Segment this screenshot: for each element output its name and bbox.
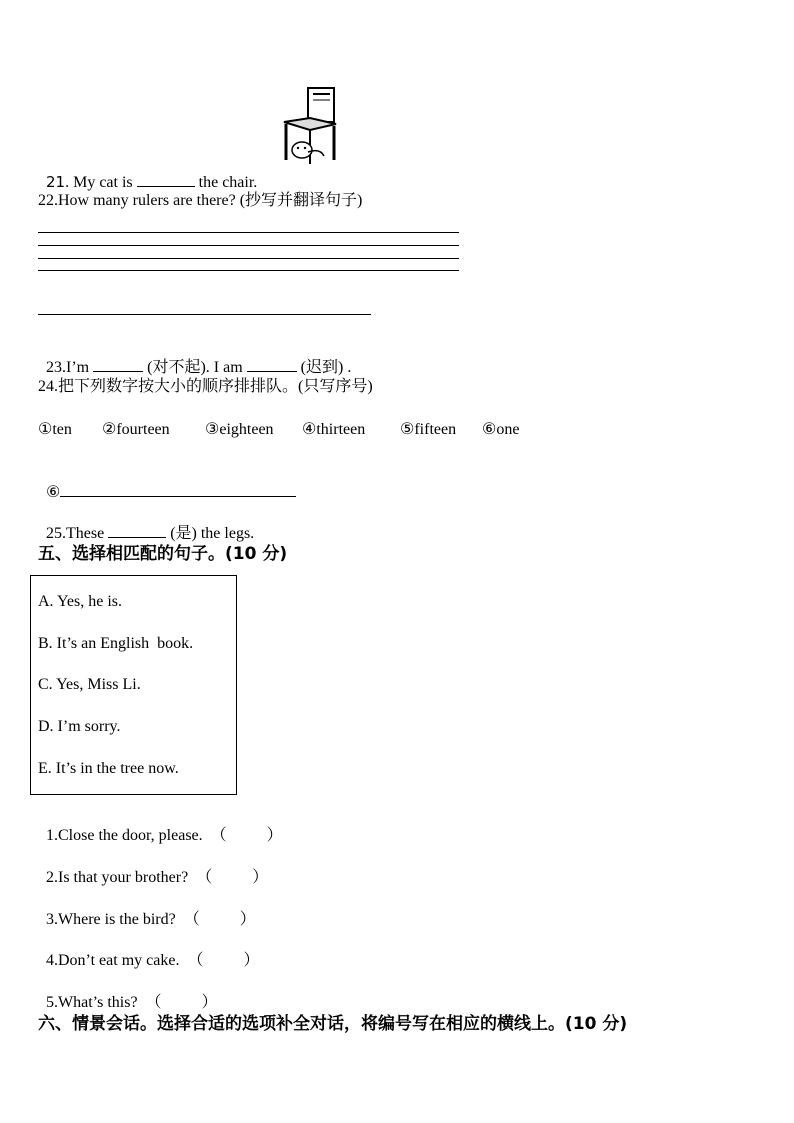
question-25 — [38, 503, 254, 544]
answer-parentheses[interactable]: （ ） — [196, 869, 269, 886]
answer-parentheses[interactable]: （ ） — [210, 827, 283, 844]
option-c: C. Yes, Miss Li. — [38, 676, 141, 693]
chair-with-cat-icon — [280, 86, 340, 166]
question-23-part1: 23.I’m — [46, 359, 94, 376]
question-23 — [38, 337, 351, 378]
match-question-text: 4.Don’t eat my cake. — [46, 952, 180, 969]
answer-line[interactable] — [38, 245, 459, 246]
option-e: E. It’s in the tree now. — [38, 760, 179, 777]
question-21-text-after: the chair. — [194, 174, 258, 191]
question-25-part1: 25.These — [46, 525, 109, 542]
question-21 — [38, 152, 257, 193]
question-23-blank-1[interactable] — [93, 357, 143, 372]
number-item: ⑤fifteen — [400, 421, 457, 438]
question-24-blank[interactable] — [60, 482, 296, 497]
option-a: A. Yes, he is. — [38, 593, 123, 610]
number-item: ①ten — [38, 421, 72, 438]
number-item: ②fourteen — [102, 421, 170, 438]
option-d: D. I’m sorry. — [38, 718, 121, 735]
answer-line[interactable] — [38, 270, 459, 271]
answer-line[interactable] — [38, 258, 459, 259]
question-21-text-before: . My cat is — [65, 174, 137, 191]
match-question-text: 3.Where is the bird? — [46, 911, 176, 928]
option-b: B. It’s an English book. — [38, 635, 194, 652]
number-item: ③eighteen — [205, 421, 274, 438]
question-23-part2: (对不起). I am — [143, 359, 247, 376]
answer-parentheses[interactable]: （ ） — [187, 952, 260, 969]
question-25-part2: (是) the legs. — [166, 525, 255, 542]
answer-line[interactable] — [38, 232, 459, 233]
section-6-heading: 六、情景会话。选择合适的选项补全对话，将编号写在相应的横线上。(10 分) — [38, 1014, 628, 1034]
answer-parentheses[interactable]: （ ） — [183, 911, 256, 928]
question-22: 22.How many rulers are there? (抄写并翻译句子) — [38, 192, 363, 209]
match-question-4 — [38, 931, 259, 971]
section-5-heading: 五、选择相匹配的句子。(10 分) — [38, 544, 288, 564]
number-item: ④thirteen — [302, 421, 366, 438]
question-24-answer — [38, 462, 296, 503]
number-item: ⑥one — [482, 421, 520, 438]
question-21-blank[interactable] — [137, 172, 195, 187]
question-23-part3: (迟到) . — [296, 359, 352, 376]
match-question-text: 2.Is that your brother? — [46, 869, 189, 886]
answer-line[interactable] — [38, 314, 371, 315]
question-21-number: 21 — [46, 173, 66, 191]
match-question-3 — [38, 890, 256, 930]
question-25-blank[interactable] — [108, 523, 166, 538]
match-question-2 — [38, 848, 268, 888]
answer-prefix: ⑥ — [46, 484, 61, 501]
match-question-1 — [38, 806, 283, 846]
match-question-5 — [38, 973, 218, 1013]
question-23-blank-2[interactable] — [247, 357, 297, 372]
answer-parentheses[interactable]: （ ） — [145, 994, 218, 1011]
question-24: 24.把下列数字按大小的顺序排排队。(只写序号) — [38, 378, 373, 395]
match-question-text: 5.What’s this? — [46, 994, 138, 1011]
match-question-text: 1.Close the door, please. — [46, 827, 203, 844]
